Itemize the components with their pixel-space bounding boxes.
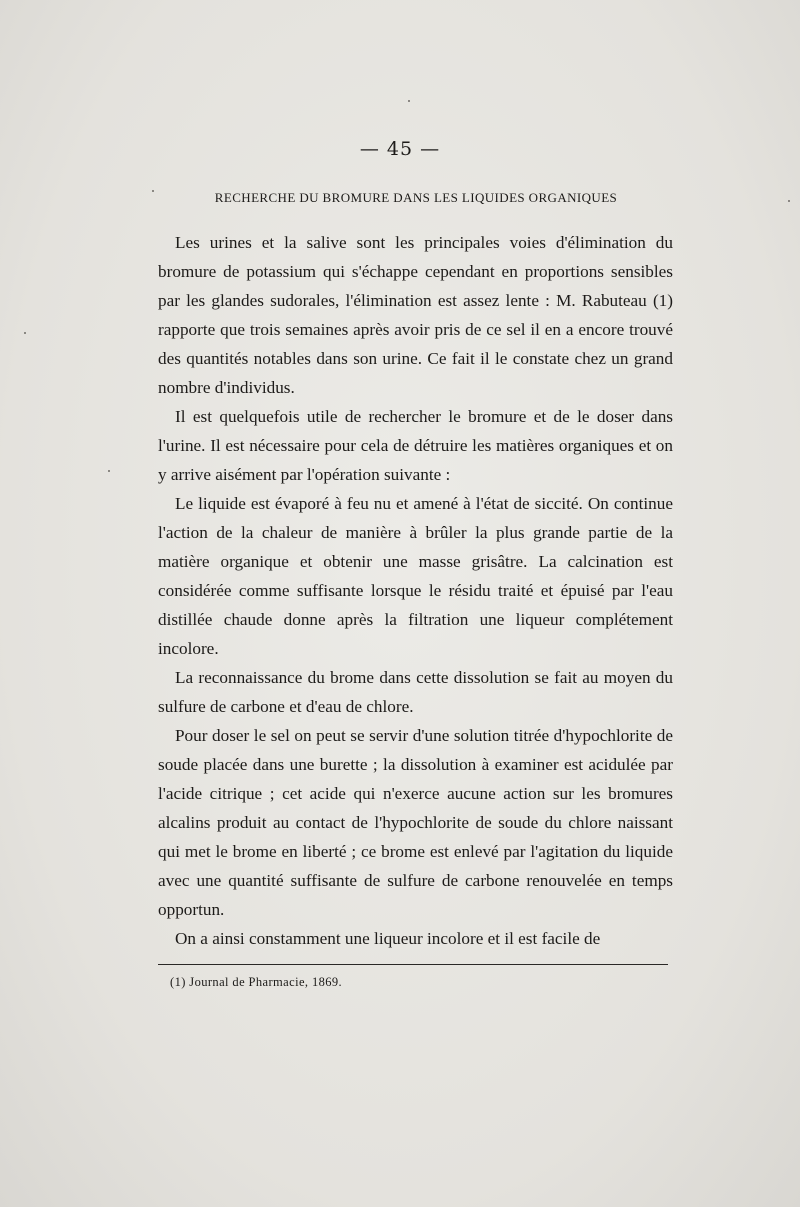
footnote: (1) Journal de Pharmacie, 1869. [170,975,343,989]
running-head: RECHERCHE DU BROMURE DANS LES LIQUIDES ORGANIQUES [214,190,618,205]
body-text [158,228,673,953]
paper-speck [24,332,26,334]
paragraph: Il est quelquefois utile de rechercher le bromure et de le doser dans l'urine. Il est nécessaire pour cela de détruire les matières organiques et on y arrive aisément par l'opération suivante : [158,407,673,484]
paper-speck [152,190,154,192]
paragraph: Le liquide est évaporé à feu nu et amené à l'état de siccité. On continue l'action de la chaleur de manière à brûler la plus grande partie de la matière organique et obtenir une masse grisâtre. La calcination est considérée comme suffisante lorsque le résidu traité et épuisé par l'eau distillée chaude donne après la filtration une liqueur complétement incolore. [158,494,673,658]
paragraph: La reconnaissance du brome dans cette dissolution se fait au moyen du sulfure de carbone et d'eau de chlore. [158,668,673,716]
paragraph: Les urines et la salive sont les principales voies d'élimination du bromure de potassium qui s'échappe cependant en proportions sensibles par les glandes sudorales, l'élimination est assez lente : M. Rabuteau (1) rapporte que trois semaines après avoir pris de ce sel il en a encore trouvé des quantités notables dans son urine. Ce fait il le constate chez un grand nombre d'individus. [158,233,673,397]
paper-speck [788,200,790,202]
page-number: — 45 — [359,138,441,160]
paragraph: On a ainsi constamment une liqueur incolore et il est facile de [175,929,601,948]
paper-speck [108,470,110,472]
paragraph: Pour doser le sel on peut se servir d'une solution titrée d'hypochlorite de soude placée dans une burette ; la dissolution à examiner est acidulée par l'acide citrique ; cet acide qui n'exerce aucune action sur les bromures alcalins produit au contact de l'hypochlorite de soude du chlore naissant qui met le brome en liberté ; ce brome est enlevé par l'agitation du liquide avec une quantité suffisante de sulfure de carbone renouvelée en temps opportun. [158,726,673,919]
paper-speck [408,100,410,102]
footnote-rule [158,964,668,965]
